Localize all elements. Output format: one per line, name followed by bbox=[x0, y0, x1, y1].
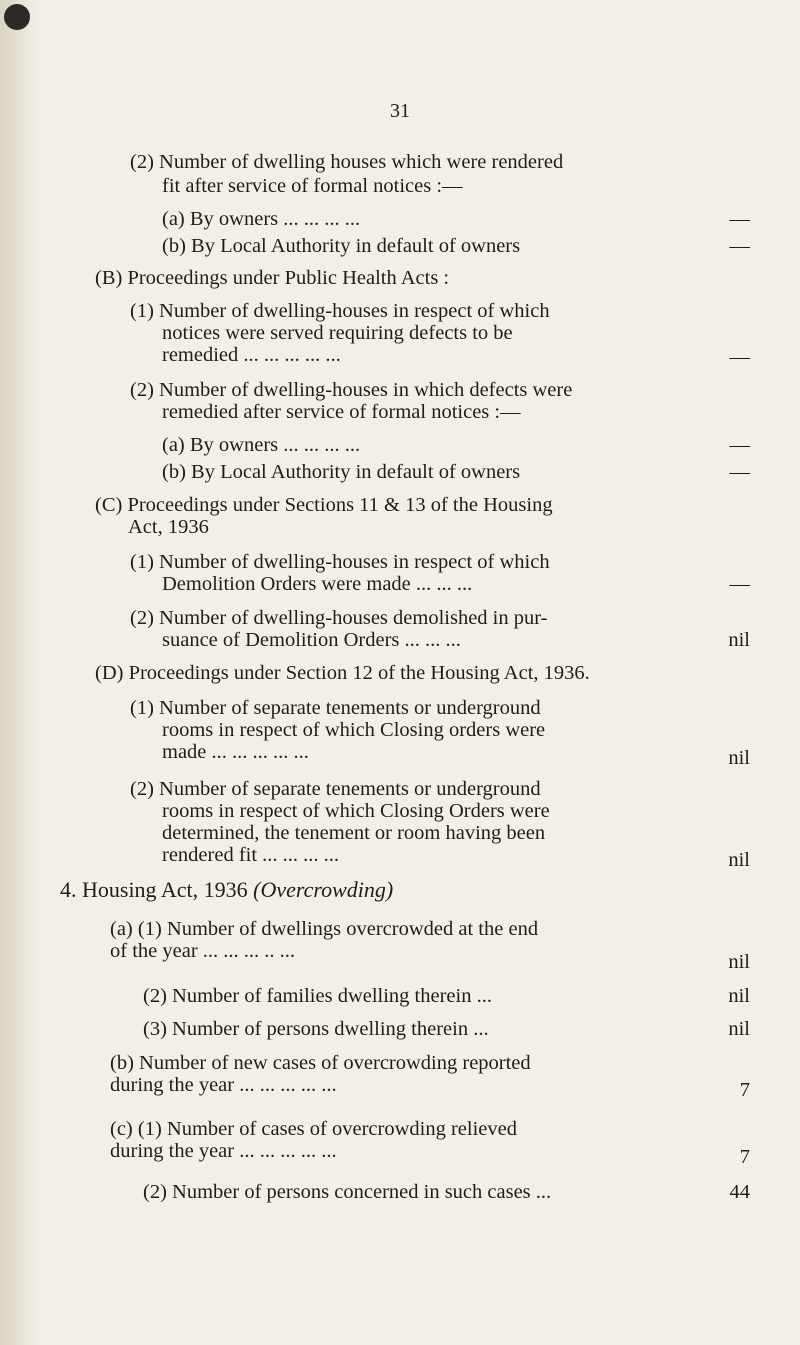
s4a2-value: nil bbox=[728, 985, 750, 1007]
d2-label-cont-3: rendered fit ... ... ... ... bbox=[162, 844, 340, 866]
punch-hole bbox=[4, 4, 30, 30]
d1-label-cont-2: made ... ... ... ... ... bbox=[162, 741, 309, 763]
d2-value: nil bbox=[728, 849, 750, 871]
s4c1-value: 7 bbox=[739, 1146, 750, 1168]
section-c-heading: (C) Proceedings under Sections 11 & 13 of the Housing bbox=[95, 494, 553, 516]
d1-value: nil bbox=[728, 747, 750, 769]
d2-label-cont: rooms in respect of which Closing Orders were bbox=[162, 800, 550, 822]
b1-label-cont-2: remedied ... ... ... ... ... bbox=[162, 344, 341, 366]
a2-title-cont: fit after service of formal notices :— bbox=[162, 175, 463, 197]
s4a3-label: (3) Number of persons dwelling therein ... bbox=[143, 1018, 489, 1040]
b2b-value: — bbox=[729, 461, 750, 483]
b2a-label: (a) By owners ... ... ... ... bbox=[162, 434, 361, 456]
b2a-value: — bbox=[729, 434, 750, 456]
s4a1-label-cont: of the year ... ... ... .. ... bbox=[110, 940, 296, 962]
c2-label-cont: suance of Demolition Orders ... ... ... bbox=[162, 629, 461, 651]
page-number: 31 bbox=[390, 100, 410, 122]
s4c1-label-cont: during the year ... ... ... ... ... bbox=[110, 1140, 337, 1162]
c2-value: nil bbox=[728, 629, 750, 651]
d2-label: (2) Number of separate tenements or underground bbox=[130, 778, 541, 800]
b1-label-cont: notices were served requiring defects to be bbox=[162, 322, 513, 344]
a2-title: (2) Number of dwelling houses which were rendered bbox=[130, 151, 564, 173]
s4a3-value: nil bbox=[728, 1018, 750, 1040]
a2b-label: (b) By Local Authority in default of owners bbox=[162, 235, 521, 257]
s4b-label: (b) Number of new cases of overcrowding reported bbox=[110, 1052, 531, 1074]
page-edge-shadow bbox=[0, 0, 38, 1345]
section-d-heading: (D) Proceedings under Section 12 of the Housing Act, 1936. bbox=[95, 662, 590, 684]
d1-label: (1) Number of separate tenements or underground bbox=[130, 697, 541, 719]
b2-label-cont: remedied after service of formal notices :— bbox=[162, 401, 521, 423]
section-4-subtitle: (Overcrowding) bbox=[253, 877, 394, 902]
section-4-title: 4. Housing Act, 1936 bbox=[60, 877, 248, 902]
s4c1-label: (c) (1) Number of cases of overcrowding relieved bbox=[110, 1118, 517, 1140]
d1-label-cont: rooms in respect of which Closing orders were bbox=[162, 719, 546, 741]
b1-value: — bbox=[729, 346, 750, 368]
b2b-label: (b) By Local Authority in default of owners bbox=[162, 461, 521, 483]
s4c2-label: (2) Number of persons concerned in such cases ... bbox=[143, 1181, 552, 1203]
s4b-value: 7 bbox=[739, 1079, 750, 1101]
a2b-value: — bbox=[729, 235, 750, 257]
c1-value: — bbox=[729, 573, 750, 595]
s4b-label-cont: during the year ... ... ... ... ... bbox=[110, 1074, 337, 1096]
d2-label-cont-2: determined, the tenement or room having been bbox=[162, 822, 546, 844]
s4c2-value: 44 bbox=[729, 1181, 750, 1203]
section-c-heading-cont: Act, 1936 bbox=[128, 516, 209, 538]
b1-label: (1) Number of dwelling-houses in respect of which bbox=[130, 300, 550, 322]
s4a1-label: (a) (1) Number of dwellings overcrowded at the end bbox=[110, 918, 539, 940]
c1-label-cont: Demolition Orders were made ... ... ... bbox=[162, 573, 473, 595]
s4a1-value: nil bbox=[728, 951, 750, 973]
a2a-label: (a) By owners ... ... ... ... bbox=[162, 208, 361, 230]
section-b-heading: (B) Proceedings under Public Health Acts : bbox=[95, 267, 450, 289]
c2-label: (2) Number of dwelling-houses demolished in pur- bbox=[130, 607, 548, 629]
c1-label: (1) Number of dwelling-houses in respect of which bbox=[130, 551, 550, 573]
section-4-heading bbox=[60, 878, 393, 902]
s4a2-label: (2) Number of families dwelling therein ... bbox=[143, 985, 492, 1007]
a2a-value: — bbox=[729, 208, 750, 230]
b2-label: (2) Number of dwelling-houses in which defects were bbox=[130, 379, 573, 401]
